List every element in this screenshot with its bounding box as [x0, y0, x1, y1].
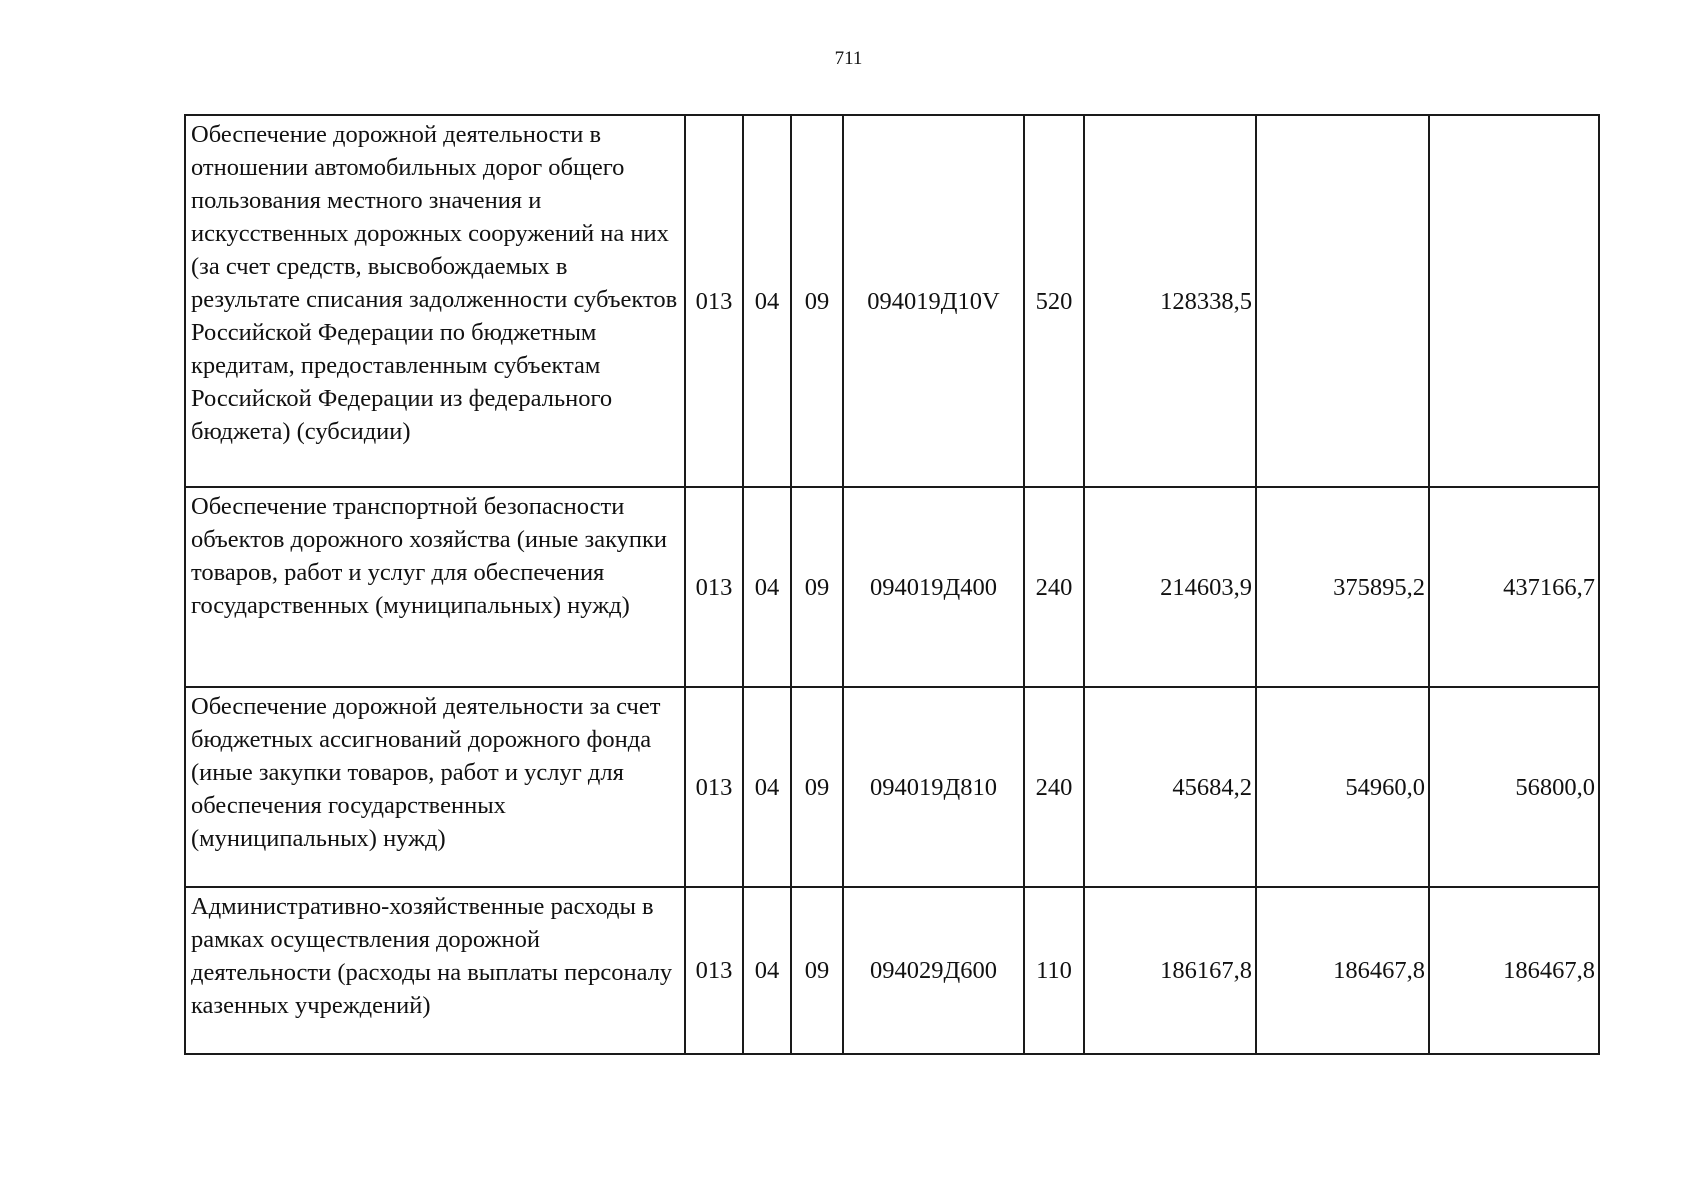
amount-year-1: 128338,5 [1084, 115, 1256, 487]
expense-type-code: 110 [1024, 887, 1084, 1054]
expense-type-code: 520 [1024, 115, 1084, 487]
amount-year-2 [1256, 115, 1429, 487]
subsection-code: 09 [791, 887, 843, 1054]
subsection-code: 09 [791, 487, 843, 687]
amount-year-2: 186467,8 [1256, 887, 1429, 1054]
amount-year-3 [1429, 115, 1599, 487]
ministry-code: 013 [685, 687, 743, 887]
target-article-code: 094019Д810 [843, 687, 1024, 887]
target-article-code: 094019Д10V [843, 115, 1024, 487]
section-code: 04 [743, 115, 791, 487]
amount-year-3: 437166,7 [1429, 487, 1599, 687]
table-row [185, 115, 1599, 487]
amount-year-2: 375895,2 [1256, 487, 1429, 687]
target-article-code: 094029Д600 [843, 887, 1024, 1054]
expense-type-code: 240 [1024, 687, 1084, 887]
subsection-code: 09 [791, 687, 843, 887]
expense-type-code: 240 [1024, 487, 1084, 687]
page-number: 711 [834, 48, 863, 69]
row-description: Обеспечение транспортной безопасности объектов дорожного хозяйства (иные закупки товаров, работ и услуг для обеспечения государственных (муниципальных) нужд) [185, 487, 685, 687]
row-description: Обеспечение дорожной деятельности за счет бюджетных ассигнований дорожного фонда (иные закупки товаров, работ и услуг для обеспечения государственных (муниципальных) нужд) [185, 687, 685, 887]
target-article-code: 094019Д400 [843, 487, 1024, 687]
amount-year-1: 186167,8 [1084, 887, 1256, 1054]
subsection-code: 09 [791, 115, 843, 487]
ministry-code: 013 [685, 487, 743, 687]
row-description: Административно-хозяйственные расходы в рамках осуществления дорожной деятельности (расходы на выплаты персоналу казенных учреждений) [185, 887, 685, 1054]
row-description: Обеспечение дорожной деятельности в отношении автомобильных дорог общего пользования местного значения и искусственных дорожных сооружений на них (за счет средств, высвобождаемых в результате списания задолженности субъектов Российской Федерации по бюджетным кредитам, предоставленным субъектам Российской Федерации из федерального бюджета) (субсидии) [185, 115, 685, 487]
amount-year-2: 54960,0 [1256, 687, 1429, 887]
table-row [185, 687, 1599, 887]
ministry-code: 013 [685, 115, 743, 487]
amount-year-1: 214603,9 [1084, 487, 1256, 687]
section-code: 04 [743, 887, 791, 1054]
budget-table [184, 114, 1600, 1055]
ministry-code: 013 [685, 887, 743, 1054]
amount-year-3: 186467,8 [1429, 887, 1599, 1054]
section-code: 04 [743, 487, 791, 687]
amount-year-3: 56800,0 [1429, 687, 1599, 887]
amount-year-1: 45684,2 [1084, 687, 1256, 887]
section-code: 04 [743, 687, 791, 887]
table-row [185, 887, 1599, 1054]
table-row [185, 487, 1599, 687]
